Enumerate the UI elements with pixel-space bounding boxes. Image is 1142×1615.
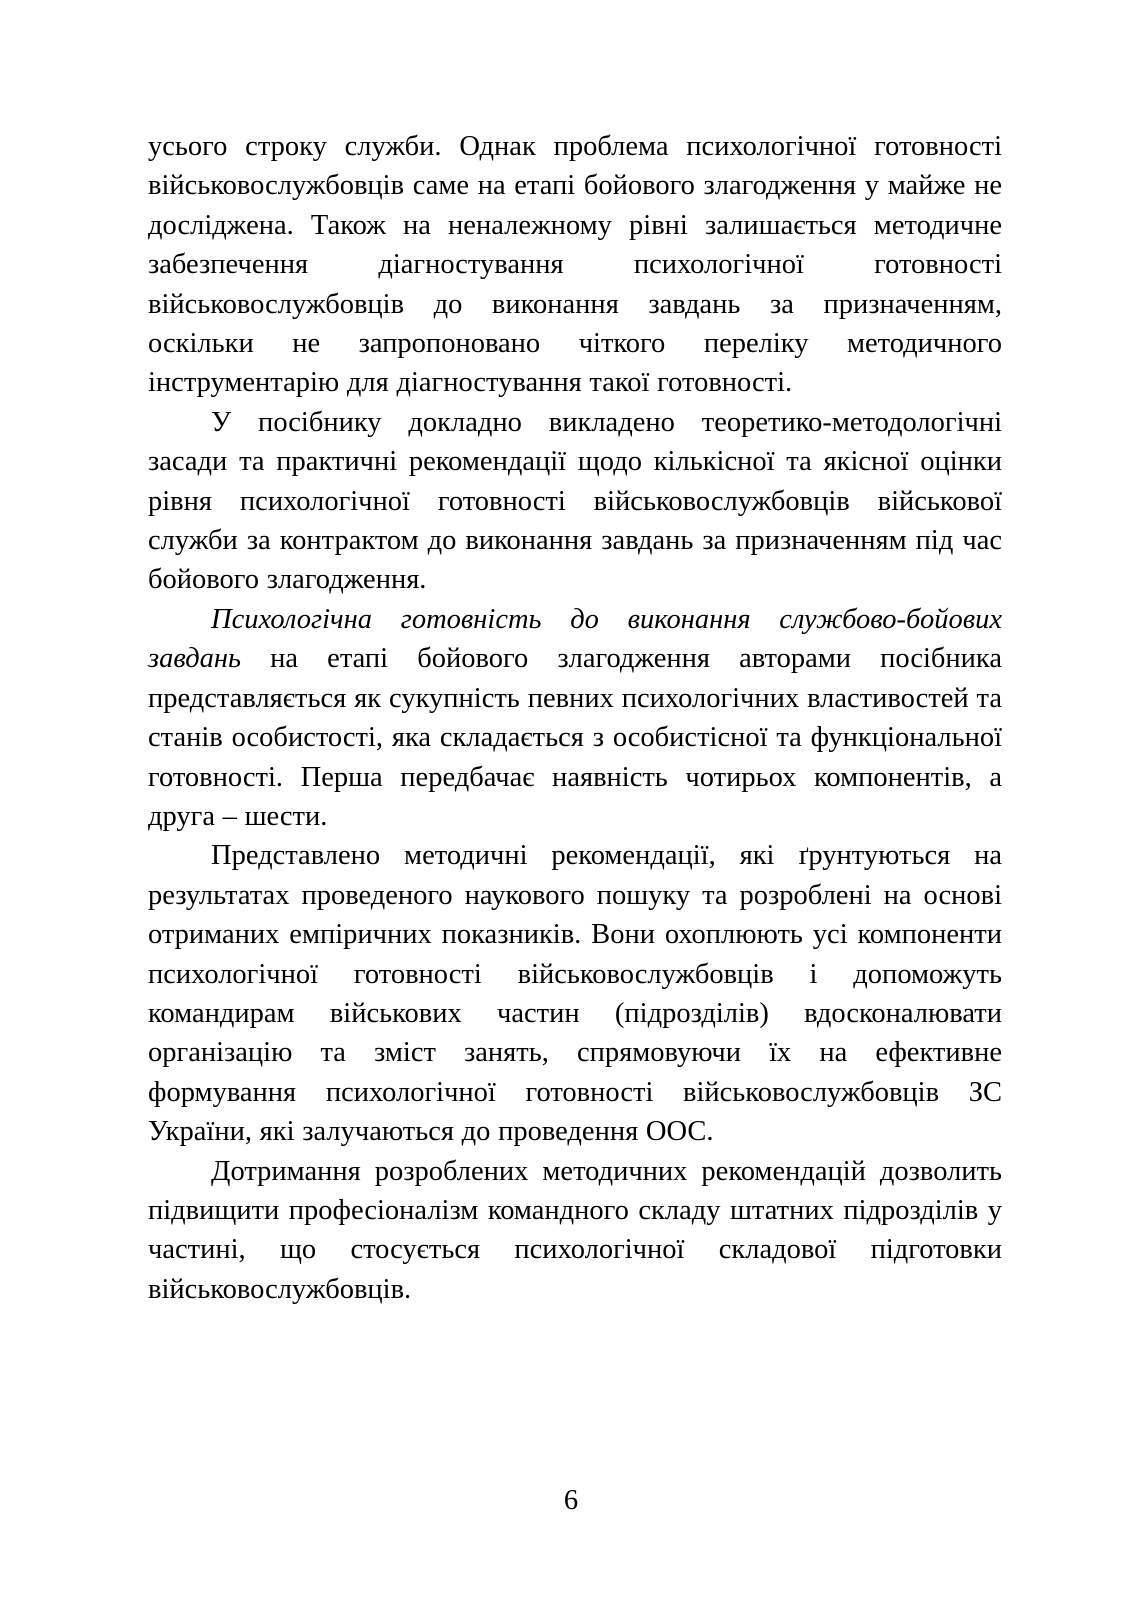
body-text-block [148, 127, 1002, 1309]
paragraph-3 [148, 600, 1002, 836]
paragraph-3-rest: на етапі бойового злагодження авторами посібника представляється як сукупність певних психологічних властивостей та станів особистості, яка складається з особистісної та функціональної готовності. Перша передбачає наявність чотирьох компонентів, а друга – шести. [148, 643, 1002, 832]
paragraph-2: У посібнику докладно викладено теоретико-методологічні засади та практичні рекомендації щодо кількісної та якісної оцінки рівня психологічної готовності військовослужбовців військової служби за контрактом до виконання завдань за призначенням під час бойового злагодження. [148, 406, 1002, 596]
paragraph-1: усього строку служби. Однак проблема психологічної готовності військовослужбовців саме на етапі бойового злагодження у майже не досліджена. Також на неналежному рівні залишається методичне забезпечення діагностування психологічної готовності військовослужбовців до виконання завдань за призначенням, оскільки не запропоновано чіткого переліку методичного інструментарію для діагностування такої готовності. [148, 131, 1002, 399]
page-number: 6 [563, 1485, 579, 1516]
paragraph-4: Представлено методичні рекомендації, які ґрунтуються на результатах проведеного наукового пошуку та розроблені на основі отриманих емпіричних показників. Вони охоплюють усі компоненти психологічної готовності військовослужбовців і допоможуть командирам військових частин (підрозділів) вдосконалювати організацію та зміст занять, спрямовуючи їх на ефективне формування психологічної готовності військовослужбовців ЗС України, які залучаються до проведення ООС. [148, 840, 1002, 1148]
paragraph-5: Дотримання розроблених методичних рекомендацій дозволить підвищити професіоналізм командного складу штатних підрозділів у частині, що стосується психологічної складової підготовки військовослужбовців. [148, 1155, 1002, 1305]
paragraph-3-italic-term: Психологічна готовність до виконання службово-бойових завдань [148, 603, 1002, 675]
